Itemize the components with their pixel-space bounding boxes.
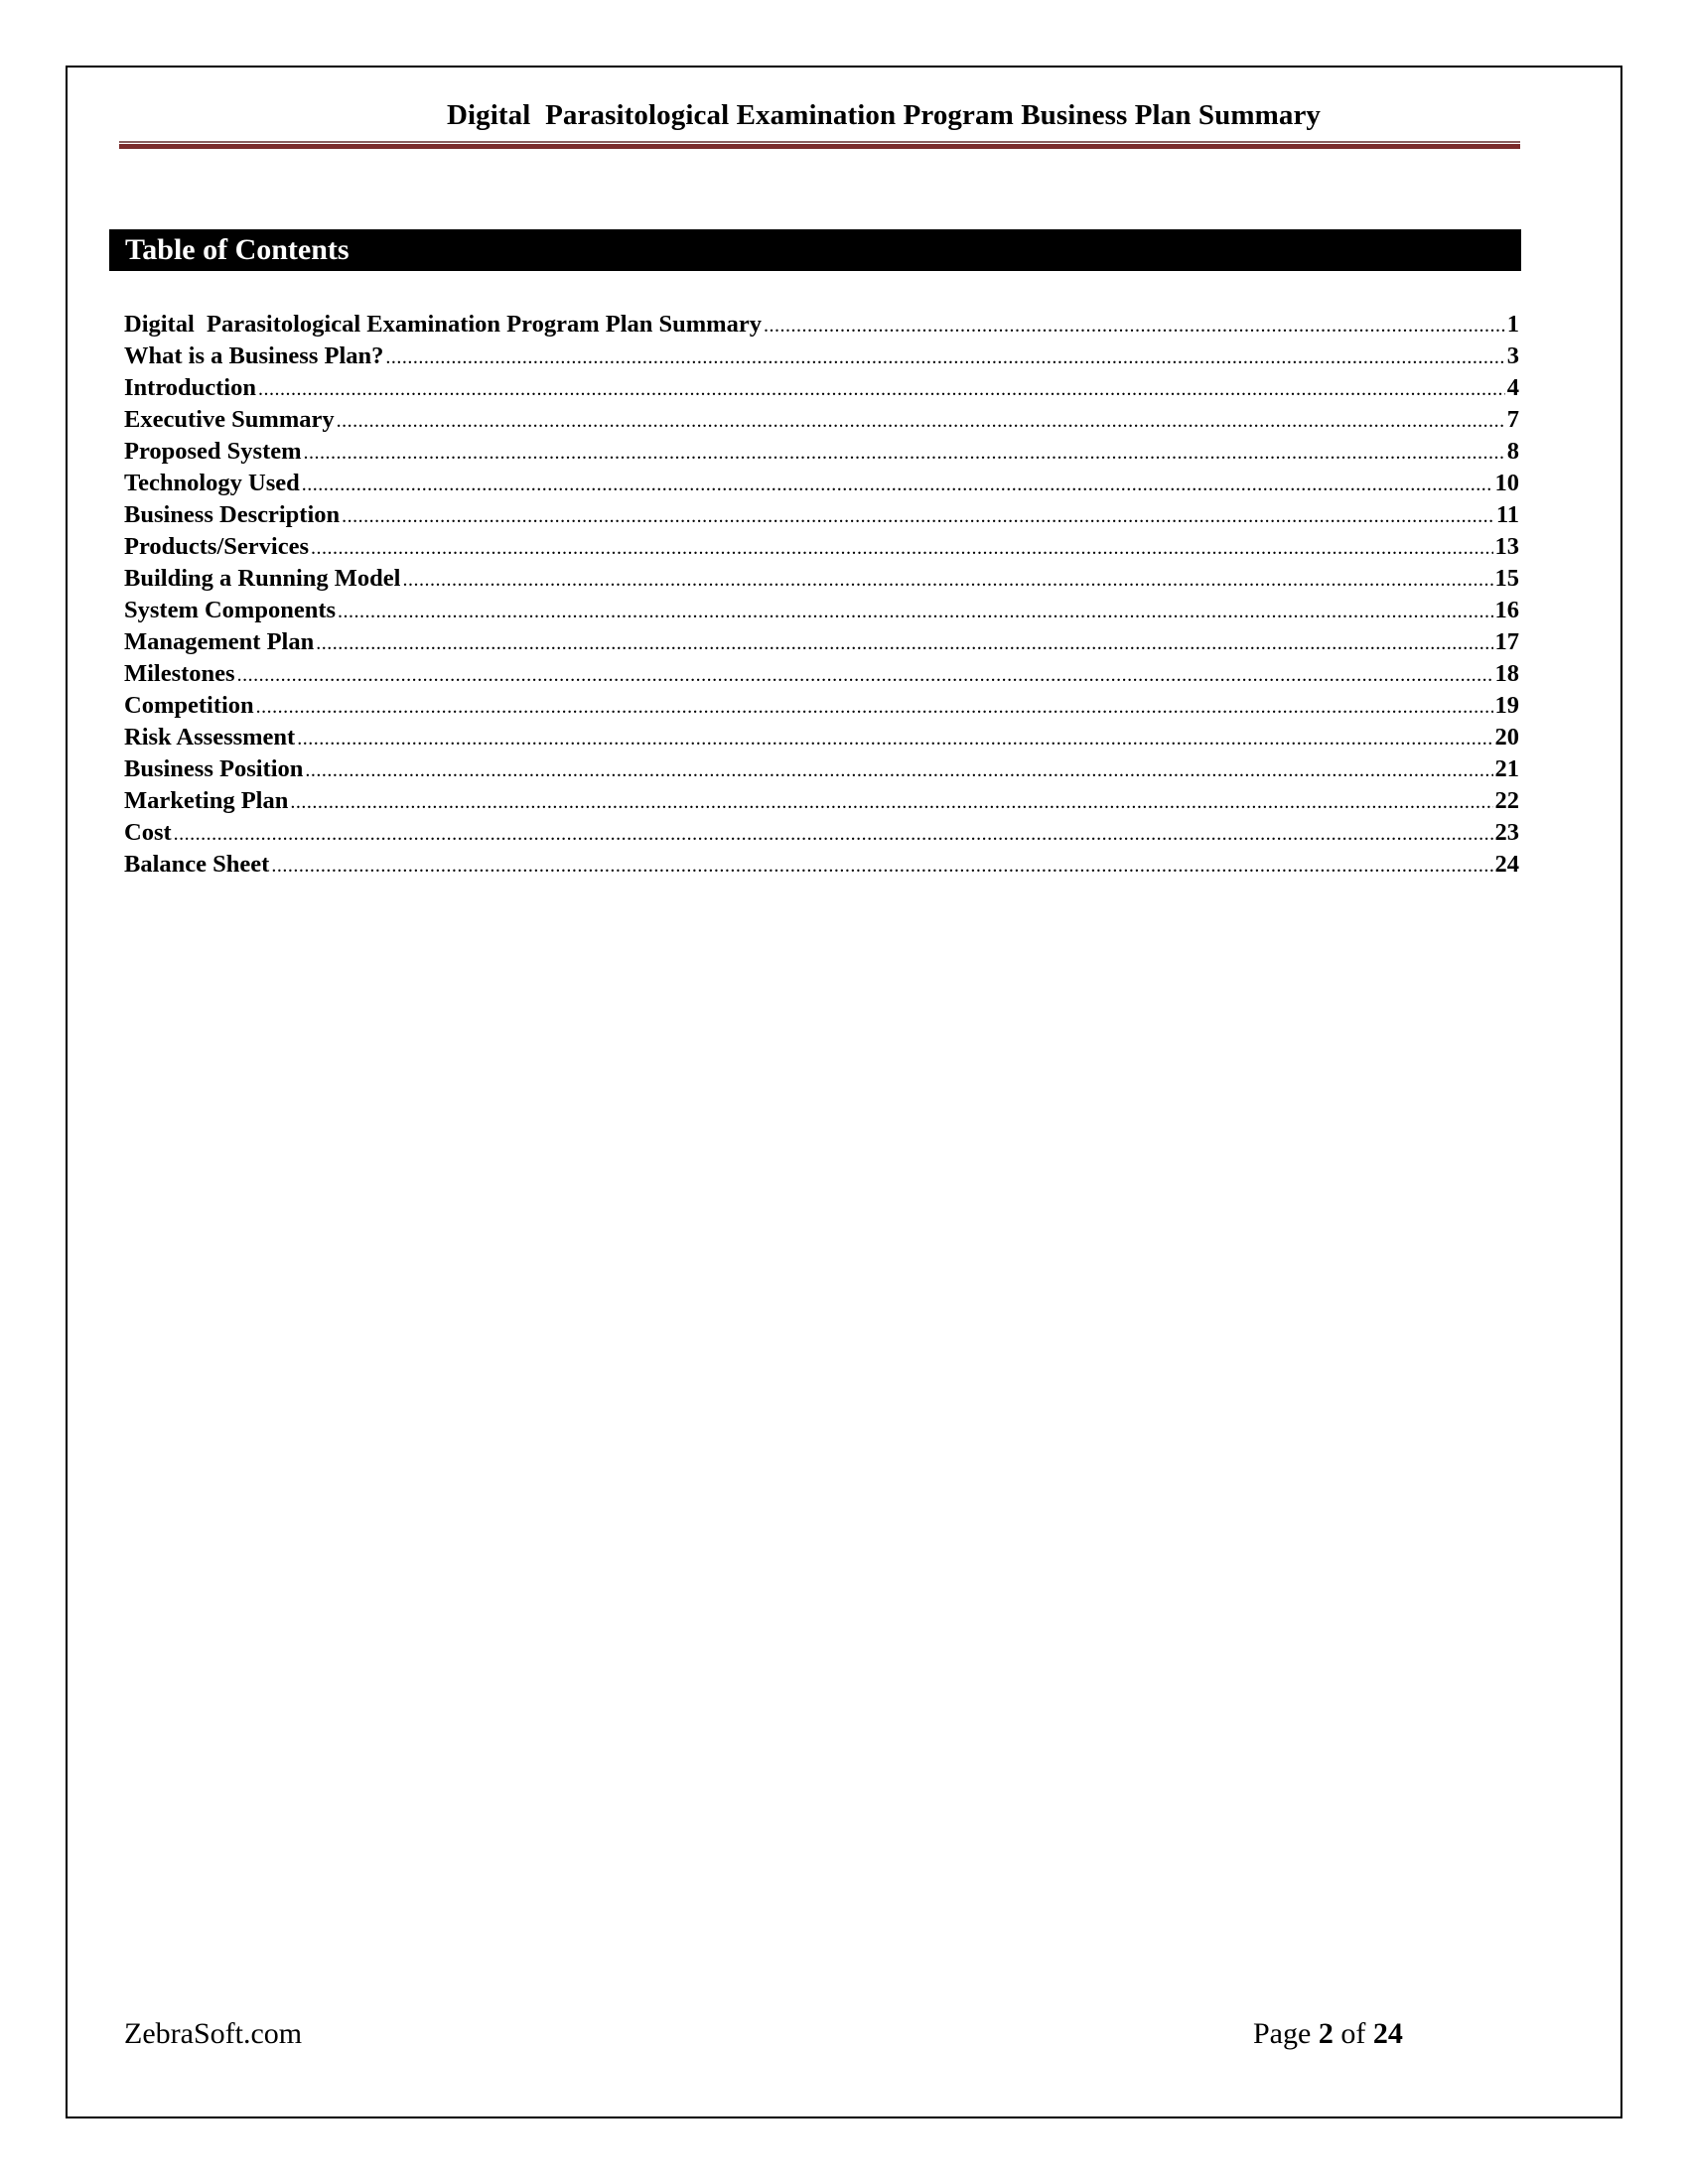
toc-entry[interactable] <box>124 341 1519 372</box>
toc-entry-label: Technology Used <box>124 470 300 496</box>
toc-dot-leader <box>337 405 1505 437</box>
toc-entry-page: 20 <box>1494 724 1519 751</box>
toc-dot-leader <box>305 754 1492 786</box>
toc-entry-label: Milestones <box>124 660 235 687</box>
toc-dot-leader <box>342 500 1494 532</box>
toc-entry-page: 7 <box>1506 406 1519 433</box>
toc-entry-page: 24 <box>1494 851 1519 878</box>
toc-entry[interactable] <box>124 817 1519 849</box>
toc-entry-label: Competition <box>124 692 254 719</box>
toc-dot-leader <box>304 437 1505 469</box>
toc-dot-leader <box>764 310 1505 341</box>
header-rule <box>119 141 1520 149</box>
toc-entry-label: Products/Services <box>124 533 309 560</box>
header-rule-thin <box>119 141 1520 143</box>
toc-entry-label: Digital Parasitological Examination Program Plan Summary <box>124 311 762 338</box>
toc-entry-page: 3 <box>1506 342 1519 369</box>
toc-entry[interactable] <box>124 468 1519 499</box>
toc-entry[interactable] <box>124 372 1519 404</box>
toc-entry[interactable] <box>124 531 1519 563</box>
toc-entry-label: Marketing Plan <box>124 787 289 814</box>
toc-dot-leader <box>302 469 1493 500</box>
page-header-title: Digital Parasitological Examination Program Business Plan Summary <box>446 99 1322 131</box>
toc-entry-page: 8 <box>1506 438 1519 465</box>
toc-entry-label: Proposed System <box>124 438 302 465</box>
toc-entry[interactable] <box>124 785 1519 817</box>
toc-entry-page: 17 <box>1494 628 1519 655</box>
toc-dot-leader <box>316 627 1492 659</box>
footer-page-total: 24 <box>1372 2017 1403 2050</box>
toc-entry-label: Executive Summary <box>124 406 335 433</box>
toc-entry-page: 15 <box>1494 565 1519 592</box>
toc-entry-page: 10 <box>1494 470 1519 496</box>
toc-heading-bar <box>109 229 1521 271</box>
toc-dot-leader <box>258 373 1505 405</box>
toc-entry-label: Cost <box>124 819 172 846</box>
toc-entry-page: 23 <box>1494 819 1519 846</box>
toc-entry[interactable] <box>124 563 1519 595</box>
toc-entry-label: System Components <box>124 597 337 623</box>
toc-entry-label: Building a Running Model <box>124 565 401 592</box>
toc-entry[interactable] <box>124 595 1519 626</box>
toc-entry[interactable] <box>124 658 1519 690</box>
toc-entry[interactable] <box>124 499 1519 531</box>
footer-page-number <box>1253 2017 1403 2051</box>
footer-page-of: of <box>1333 2017 1373 2050</box>
toc-entry-page: 18 <box>1494 660 1519 687</box>
toc-dot-leader <box>237 659 1493 691</box>
toc-entry-page: 19 <box>1494 692 1519 719</box>
toc-dot-leader <box>311 532 1493 564</box>
toc-entry-label: Risk Assessment <box>124 724 296 751</box>
toc-entry[interactable] <box>124 849 1519 881</box>
toc-entry[interactable] <box>124 436 1519 468</box>
toc-entry-page: 1 <box>1506 311 1519 338</box>
toc-dot-leader <box>271 850 1492 882</box>
toc-dot-leader <box>385 341 1504 373</box>
toc-entry-label: Business Description <box>124 501 341 528</box>
footer-page-current: 2 <box>1318 2017 1334 2050</box>
toc-dot-leader <box>256 691 1493 723</box>
toc-dot-leader <box>290 786 1492 818</box>
toc-entry-page: 13 <box>1494 533 1519 560</box>
toc-dot-leader <box>402 564 1492 596</box>
footer-page-prefix: Page <box>1253 2017 1319 2050</box>
toc-entry-page: 11 <box>1495 501 1519 528</box>
toc-heading: Table of Contents <box>125 233 350 266</box>
toc-entry-label: Management Plan <box>124 628 315 655</box>
toc-entry-page: 16 <box>1494 597 1519 623</box>
toc-entry-label: What is a Business Plan? <box>124 342 384 369</box>
toc-entry[interactable] <box>124 626 1519 658</box>
toc-entry-label: Business Position <box>124 755 304 782</box>
toc-dot-leader <box>174 818 1493 850</box>
toc-entry-label: Introduction <box>124 374 256 401</box>
toc-entry[interactable] <box>124 309 1519 341</box>
toc-entry-label: Balance Sheet <box>124 851 270 878</box>
toc-entry[interactable] <box>124 722 1519 753</box>
toc-entry[interactable] <box>124 690 1519 722</box>
toc-list <box>124 309 1519 881</box>
footer-site: ZebraSoft.com <box>124 2017 303 2050</box>
toc-dot-leader <box>338 596 1492 627</box>
header-rule-thick <box>119 144 1520 149</box>
toc-entry-page: 22 <box>1494 787 1519 814</box>
toc-dot-leader <box>297 723 1492 754</box>
toc-entry-page: 21 <box>1494 755 1519 782</box>
toc-entry[interactable] <box>124 404 1519 436</box>
toc-entry-page: 4 <box>1506 374 1519 401</box>
toc-entry[interactable] <box>124 753 1519 785</box>
